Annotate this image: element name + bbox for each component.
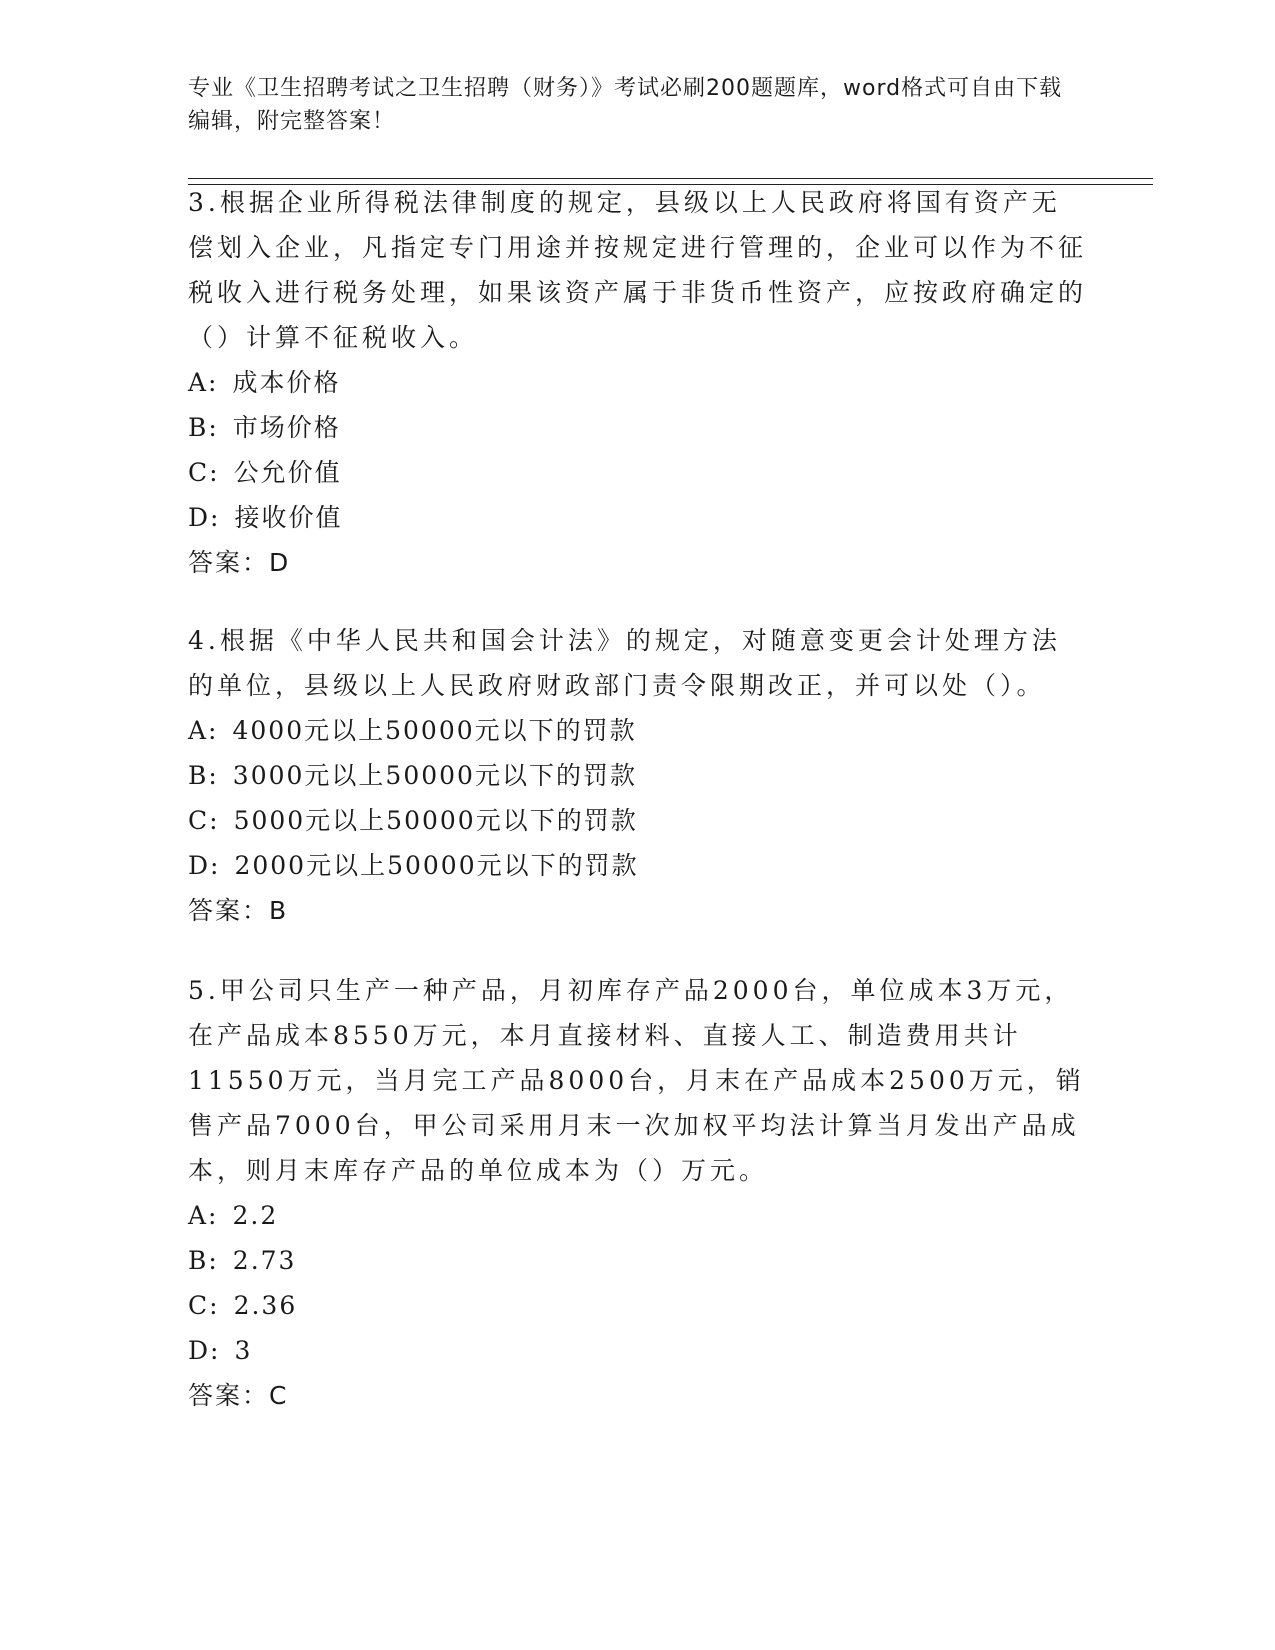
option-letter: B: (188, 761, 219, 790)
option-text: 4000元以上50000元以下的罚款 (232, 716, 637, 745)
option-text: 3 (234, 1336, 253, 1365)
option-b (188, 1238, 1088, 1283)
option-text: 3000元以上50000元以下的罚款 (232, 761, 637, 790)
option-c (188, 450, 1088, 495)
question-4 (188, 618, 1088, 933)
option-letter: C: (188, 806, 220, 835)
question-stem: 4.根据《中华人民共和国会计法》的规定，对随意变更会计处理方法的单位，县级以上人民政府财政部门责令限期改正，并可以处（）。 (188, 626, 1061, 700)
option-letter: A: (188, 1201, 219, 1230)
header-divider-top (188, 178, 1153, 179)
question-5 (188, 968, 1088, 1418)
option-text: 接收价值 (234, 503, 343, 532)
option-d (188, 1328, 1088, 1373)
question-3 (188, 180, 1088, 585)
option-text: 2.73 (232, 1246, 297, 1275)
option-text: 成本价格 (232, 368, 341, 397)
option-a (188, 1193, 1088, 1238)
option-letter: A: (188, 716, 219, 745)
option-text: 公允价值 (233, 458, 342, 487)
option-letter: B: (188, 413, 219, 442)
question-stem: 3.根据企业所得税法律制度的规定，县级以上人民政府将国有资产无偿划入企业，凡指定专门用途并按规定进行管理的，企业可以作为不征税收入进行税务处理，如果该资产属于非货币性资产，应按政府确定的（）计算不征税收入。 (188, 188, 1088, 352)
answer: 答案：D (188, 548, 291, 577)
answer: 答案：B (188, 896, 289, 925)
option-text: 2000元以上50000元以下的罚款 (234, 851, 639, 880)
option-letter: B: (188, 1246, 219, 1275)
option-letter: D: (188, 851, 221, 880)
option-d (188, 495, 1088, 540)
answer: 答案：C (188, 1381, 289, 1410)
option-a (188, 360, 1088, 405)
option-letter: D: (188, 1336, 221, 1365)
option-b (188, 405, 1088, 450)
option-text: 5000元以上50000元以下的罚款 (233, 806, 638, 835)
option-text: 2.2 (232, 1201, 279, 1230)
option-a (188, 708, 1088, 753)
option-d (188, 843, 1088, 888)
option-c (188, 798, 1088, 843)
option-text: 市场价格 (232, 413, 341, 442)
question-stem: 5.甲公司只生产一种产品，月初库存产品2000台，单位成本3万元，在产品成本8550万元，本月直接材料、直接人工、制造费用共计11550万元，当月完工产品8000台，月末在产品成本2500万元，销售产品7000台，甲公司采用月末一次加权平均法计算当月发出产品成本，则月末库存产品的单位成本为（）万元。 (188, 976, 1085, 1185)
option-letter: D: (188, 503, 221, 532)
option-letter: A: (188, 368, 219, 397)
option-letter: C: (188, 1291, 220, 1320)
option-c (188, 1283, 1088, 1328)
option-letter: C: (188, 458, 220, 487)
option-text: 2.36 (233, 1291, 298, 1320)
document-header: 专业《卫生招聘考试之卫生招聘（财务）》考试必刷200题题库，word格式可自由下载编辑，附完整答案！ (188, 76, 1063, 134)
option-b (188, 753, 1088, 798)
